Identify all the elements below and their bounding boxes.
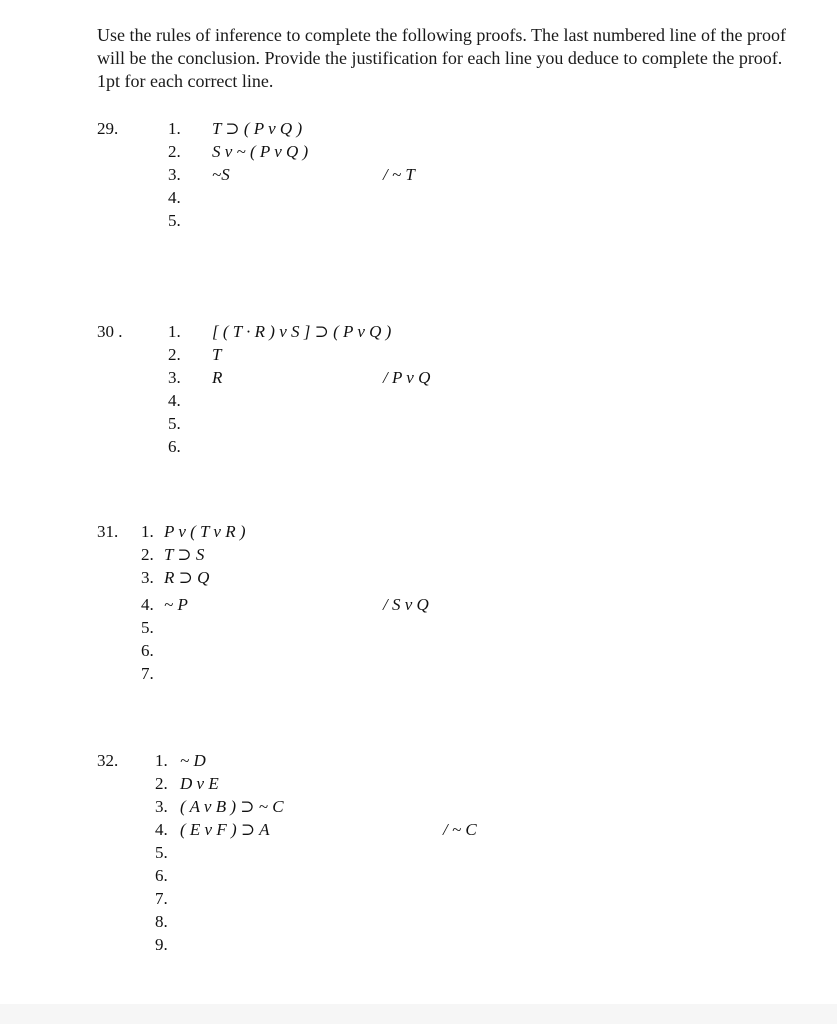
instructions-paragraph: Use the rules of inference to complete the following proofs. The last numbered line of the proof will be the conclusion. Provide the justification for each line you deduce to complete the proof. 1pt for each correct line. [97, 25, 786, 91]
problem-31-line-5-number: 5. [141, 618, 154, 637]
problem-31-line-2-number: 2. [141, 545, 154, 564]
problem-32-conclusion: / ~ C [443, 820, 477, 839]
problem-30-line-2-number: 2. [168, 345, 181, 364]
problem-32-premise-2: D v E [180, 774, 219, 793]
problem-32-line-1-number: 1. [155, 751, 168, 770]
problem-32-line-2-number: 2. [155, 774, 168, 793]
problem-31-conclusion: / S v Q [383, 595, 429, 614]
problem-32-premise-1: ~ D [180, 751, 206, 770]
problem-30-conclusion: / P v Q [383, 368, 431, 387]
problem-31-premise-4: ~ P [164, 595, 188, 614]
problem-29-line-1-number: 1. [168, 119, 181, 138]
problem-32-line-4-number: 4. [155, 820, 168, 839]
problem-30-line-4-number: 4. [168, 391, 181, 410]
problem-30-line-6-number: 6. [168, 437, 181, 456]
problem-29-number: 29. [97, 119, 119, 138]
problem-31-line-7-number: 7. [141, 664, 154, 683]
problem-30-line-5-number: 5. [168, 414, 181, 433]
problem-29-premise-2: S v ~ ( P v Q ) [212, 142, 309, 161]
problem-29-line-3-number: 3. [168, 165, 181, 184]
problem-32-number: 32. [97, 751, 119, 770]
problem-29-line-4-number: 4. [168, 188, 181, 207]
problem-29-premise-3: ~S [212, 165, 230, 184]
problem-31-line-6-number: 6. [141, 641, 154, 660]
problem-32-premise-3: ( A v B ) ⊃ ~ C [180, 797, 284, 816]
page-bottom-edge [0, 1004, 837, 1024]
problem-29-line-5-number: 5. [168, 211, 181, 230]
problem-31-number: 31. [97, 522, 119, 541]
problem-30-number: 30 . [97, 322, 123, 341]
problem-30-line-3-number: 3. [168, 368, 181, 387]
problem-30-premise-1: [ ( T · R ) v S ] ⊃ ( P v Q ) [212, 322, 392, 341]
problem-32-line-9-number: 9. [155, 935, 168, 954]
problem-32-line-6-number: 6. [155, 866, 168, 885]
problem-32-line-3-number: 3. [155, 797, 168, 816]
problem-32-line-5-number: 5. [155, 843, 168, 862]
problem-29-conclusion: / ~ T [383, 165, 415, 184]
problem-29-premise-1: T ⊃ ( P v Q ) [212, 119, 303, 138]
problem-32-line-7-number: 7. [155, 889, 168, 908]
problem-30-premise-2: T [212, 345, 222, 364]
problem-31-premise-1: P v ( T v R ) [164, 522, 246, 541]
problem-30-premise-3: R [212, 368, 223, 387]
problem-31-line-4-number: 4. [141, 595, 154, 614]
problem-31-line-3-number: 3. [141, 568, 154, 587]
problem-31-premise-3: R ⊃ Q [164, 568, 210, 587]
problem-29-line-2-number: 2. [168, 142, 181, 161]
problem-31-line-1-number: 1. [141, 522, 154, 541]
problem-32-line-8-number: 8. [155, 912, 168, 931]
problem-31-premise-2: T ⊃ S [164, 545, 205, 564]
problem-32-premise-4: ( E v F ) ⊃ A [180, 820, 270, 839]
problem-30-line-1-number: 1. [168, 322, 181, 341]
